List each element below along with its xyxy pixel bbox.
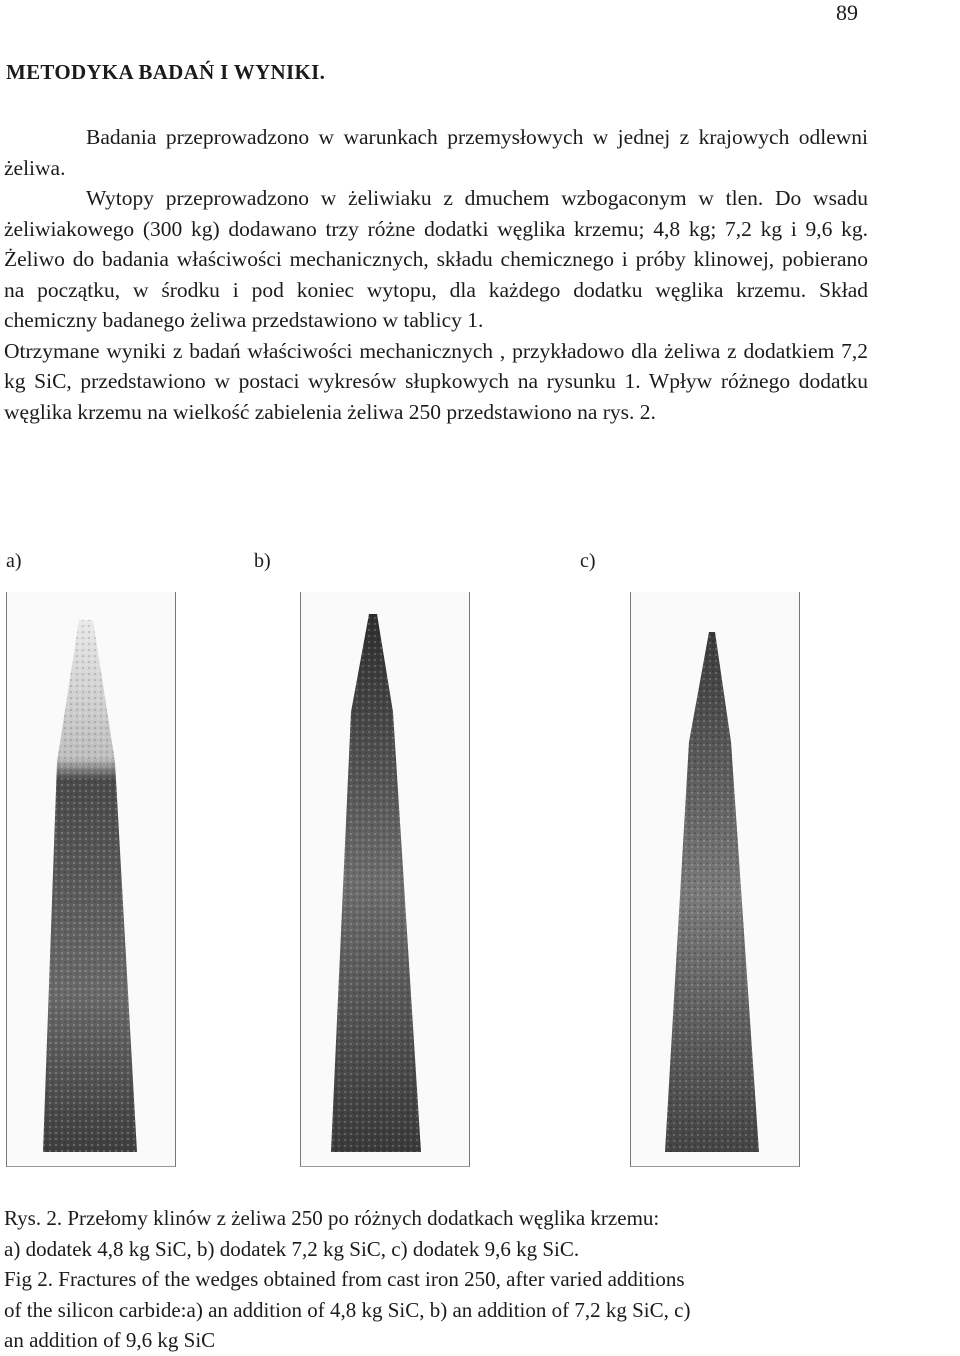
panel-label-a: a) [6,550,22,572]
caption-pl-line-1: Rys. 2. Przełomy klinów z żeliwa 250 po różnych dodatkach węglika krzemu: [4,1206,660,1230]
paragraph-3: Otrzymane wyniki z badań właściwości mechanicznych , przykładowo dla żeliwa z dodatkiem 7,2 kg SiC, przedstawiono w postaci wykresów słupkowych na rysunku 1. Wpływ różnego dodatku węglika krzemu na wielkość zabielenia żeliwa 250 przedstawiono na rys. 2. [4,338,868,424]
section-heading: METODYKA BADAŃ I WYNIKI. [6,60,326,84]
panel-label-b: b) [254,550,271,572]
wedge-photo-a [6,592,176,1167]
page-number: 89 [836,0,858,25]
panel-label-c: c) [580,550,596,572]
wedge-fracture-image-b [301,592,469,1166]
wedge-photo-c [630,592,800,1167]
caption-pl-line-2: a) dodatek 4,8 kg SiC, b) dodatek 7,2 kg SiC, c) dodatek 9,6 kg SiC. [4,1236,580,1261]
wedge-fracture-image-a [7,592,175,1166]
wedge-photo-b [300,592,470,1167]
caption-en-line-1: Fig 2. Fractures of the wedges obtained from cast iron 250, after varied additions [4,1267,685,1291]
caption-en-line-2: of the silicon carbide:a) an addition of 4,8 kg SiC, b) an addition of 7,2 kg SiC, c) [4,1297,691,1322]
paragraph-1: Badania przeprowadzono w warunkach przemysłowych w jednej z krajowych odlewni żeliwa. [4,125,868,180]
figure-caption [4,1203,904,1356]
paragraph-2: Wytopy przeprowadzono w żeliwiaku z dmuchem wzbogaconym w tlen. Do wsadu żeliwiakowego (300 kg) dodawano trzy różne dodatki węglika krzemu; 4,8 kg; 7,2 kg i 9,6 kg. Żeliwo do badania właściwości mechanicznych, składu chemicznego i próby klinowej, pobierano na początku, w środku i pod koniec wytopu, dla każdego dodatku węglika krzemu. Skład chemiczny badanego żeliwa przedstawiono w tablicy 1. [4,186,868,332]
body-text [4,122,868,427]
wedge-fracture-image-c [631,592,799,1166]
caption-en-line-3: an addition of 9,6 kg SiC [4,1328,216,1352]
